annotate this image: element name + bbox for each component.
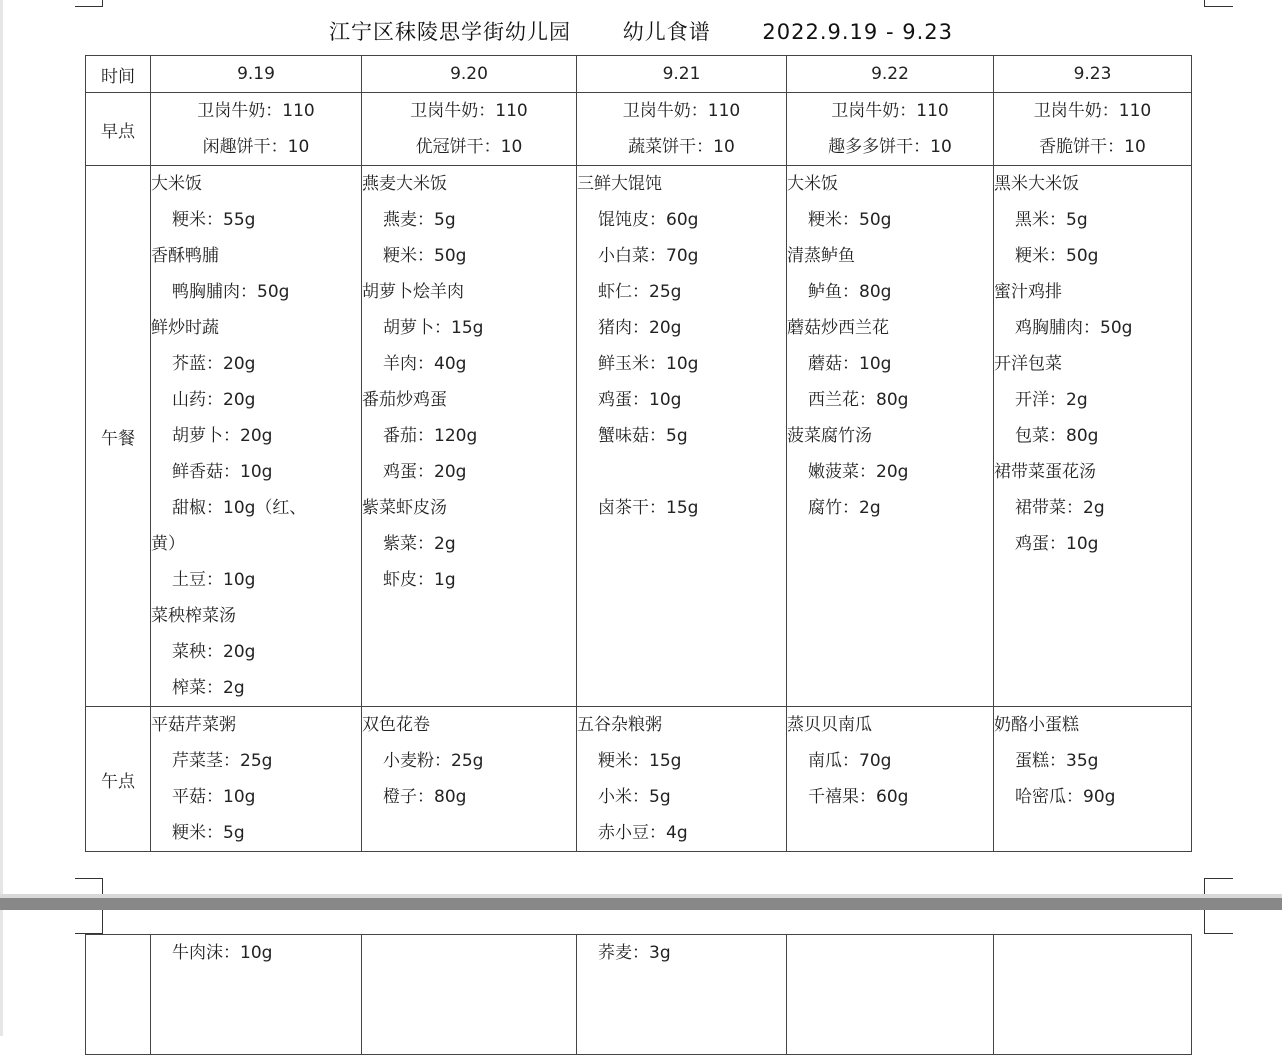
- ingredient-line: 包菜：80g: [1015, 426, 1099, 446]
- dish-name: 蘑菇炒西兰花: [787, 318, 889, 338]
- ingredient-line: 芹菜茎：25g: [172, 751, 273, 771]
- ingredient-line: 鸭胸脯肉：50g: [172, 282, 290, 302]
- ingredient-line: 虾仁：25g: [598, 282, 682, 302]
- menu-table: [85, 55, 1192, 852]
- document-name: 幼儿食谱: [622, 20, 711, 44]
- ingredient-line: 鸡蛋：20g: [383, 462, 467, 482]
- dish-name: 蒸贝贝南瓜: [787, 715, 872, 735]
- snack-cell: [994, 707, 1192, 852]
- ingredient-line: 赤小豆：4g: [598, 823, 688, 843]
- dish-name: 菜秧榨菜汤: [151, 606, 236, 626]
- dish-name: 大米饭: [787, 174, 838, 194]
- breakfast-item: 卫岗牛奶：110: [831, 101, 949, 121]
- dish-name: 清蒸鲈鱼: [787, 246, 855, 266]
- ingredient-line: 甜椒：10g（红、: [172, 498, 307, 518]
- dish-name: 裙带菜蛋花汤: [994, 462, 1096, 482]
- breakfast-item: 蔬菜饼干：10: [628, 137, 735, 157]
- dish-name: 胡萝卜烩羊肉: [362, 282, 464, 302]
- ingredient-line: 蟹味菇：5g: [598, 426, 688, 446]
- continuation-cell: [994, 935, 1192, 1055]
- ingredient-line: 鲜香菇：10g: [172, 462, 273, 482]
- page-edge: [0, 0, 3, 1036]
- breakfast-item: 卫岗牛奶：110: [622, 101, 741, 121]
- day-header: 9.22: [787, 56, 994, 93]
- ingredient-line: 胡萝卜：15g: [383, 318, 484, 338]
- ingredient-line: 菜秧：20g: [172, 642, 256, 662]
- snack-cell: [787, 707, 994, 852]
- snack-label: 午点: [86, 707, 151, 852]
- continuation-row: [86, 935, 1192, 1055]
- ingredient-line: 鸡蛋：10g: [1015, 534, 1099, 554]
- breakfast-label: 早点: [86, 93, 151, 166]
- breakfast-item: 香脆饼干：10: [1039, 137, 1146, 157]
- dish-name: 五谷杂粮粥: [577, 715, 662, 735]
- continuation-cell: [151, 935, 362, 1055]
- continuation-cell: [362, 935, 577, 1055]
- ingredient-line: 粳米：5g: [172, 823, 245, 843]
- ingredient-line: 粳米：50g: [383, 246, 467, 266]
- ingredient-line: 土豆：10g: [172, 570, 256, 590]
- ingredient-line: 荞麦：3g: [598, 943, 671, 963]
- ingredient-line: 虾皮：1g: [383, 570, 456, 590]
- lunch-cell: [362, 166, 577, 707]
- snack-cell: [362, 707, 577, 852]
- ingredient-line: 小白菜：70g: [598, 246, 699, 266]
- breakfast-item: 卫岗牛奶：110: [1033, 101, 1152, 121]
- ingredient-line: 平菇：10g: [172, 787, 256, 807]
- day-header: 9.20: [362, 56, 577, 93]
- ingredient-line: 芥蓝：20g: [172, 354, 256, 374]
- ingredient-line: 榨菜：2g: [172, 678, 245, 698]
- ingredient-line: 鲜玉米：10g: [598, 354, 699, 374]
- ingredient-line: 卤茶干：15g: [598, 498, 699, 518]
- continuation-empty: [86, 935, 151, 1055]
- dish-name: 黑米大米饭: [994, 174, 1079, 194]
- continuation-cell: [787, 935, 994, 1055]
- dish-name: 蜜汁鸡排: [994, 282, 1062, 302]
- breakfast-item: 闲趣饼干：10: [202, 137, 310, 157]
- continuation-cell: [577, 935, 787, 1055]
- snack-row: [86, 707, 1192, 852]
- lunch-label: 午餐: [86, 166, 151, 707]
- ingredient-line: 猪肉：20g: [598, 318, 682, 338]
- ingredient-line: 南瓜：70g: [808, 751, 892, 771]
- header-row: [86, 56, 1192, 93]
- dish-name: 鲜炒时蔬: [151, 318, 219, 338]
- dish-name: 大米饭: [151, 174, 202, 194]
- ingredient-line: 紫菜：2g: [383, 534, 456, 554]
- ingredient-line: 裙带菜：2g: [1015, 498, 1105, 518]
- dish-name: 燕麦大米饭: [362, 174, 447, 194]
- dish-name: 双色花卷: [362, 715, 430, 735]
- ingredient-line: 千禧果：60g: [808, 787, 909, 807]
- lunch-row: [86, 166, 1192, 707]
- ingredient-line: 山药：20g: [172, 390, 256, 410]
- ingredient-line: 橙子：80g: [383, 787, 467, 807]
- breakfast-row: [86, 93, 1192, 166]
- ingredient-line: 鲈鱼：80g: [808, 282, 892, 302]
- ingredient-line: 粳米：15g: [598, 751, 682, 771]
- school-name: 江宁区秣陵思学街幼儿园: [329, 20, 572, 44]
- ingredient-line: 西兰花：80g: [808, 390, 909, 410]
- crop-mark-top-left: [75, 0, 103, 7]
- ingredient-line: 粳米：50g: [808, 210, 892, 230]
- dish-name: 奶酪小蛋糕: [994, 715, 1079, 735]
- page-title: [0, 16, 1282, 46]
- ingredient-line: 胡萝卜：20g: [172, 426, 273, 446]
- ingredient-line: 蛋糕：35g: [1015, 751, 1099, 771]
- ingredient-line: 牛肉沫：10g: [172, 943, 273, 963]
- dish-name: 紫菜虾皮汤: [362, 498, 447, 518]
- ingredient-line: 鸡蛋：10g: [598, 390, 682, 410]
- continuation-table: [85, 934, 1192, 1055]
- breakfast-item: 卫岗牛奶：110: [410, 101, 528, 121]
- date-range: 2022.9.19 - 9.23: [762, 20, 953, 44]
- breakfast-cell: [787, 93, 994, 166]
- ingredient-line: 小米：5g: [598, 787, 671, 807]
- lunch-cell: [787, 166, 994, 707]
- dish-name: 菠菜腐竹汤: [787, 426, 872, 446]
- dish-name: [577, 454, 786, 490]
- breakfast-cell: [362, 93, 577, 166]
- time-header: 时间: [86, 56, 151, 93]
- dish-name: 黄）: [151, 534, 185, 554]
- ingredient-line: 羊肉：40g: [383, 354, 467, 374]
- snack-cell: [151, 707, 362, 852]
- lunch-cell: [994, 166, 1192, 707]
- day-header: 9.23: [994, 56, 1192, 93]
- lunch-cell: [577, 166, 787, 707]
- ingredient-line: 黑米：5g: [1015, 210, 1088, 230]
- dish-name: 开洋包菜: [994, 354, 1062, 374]
- ingredient-line: 粳米：55g: [172, 210, 256, 230]
- ingredient-line: 腐竹：2g: [808, 498, 881, 518]
- dish-name: 番茄炒鸡蛋: [362, 390, 447, 410]
- dish-name: 三鲜大馄饨: [577, 174, 662, 194]
- day-header: 9.19: [151, 56, 362, 93]
- dish-name: 香酥鸭脯: [151, 246, 219, 266]
- lunch-cell: [151, 166, 362, 707]
- snack-cell: [577, 707, 787, 852]
- breakfast-cell: [577, 93, 787, 166]
- breakfast-cell: [151, 93, 362, 166]
- breakfast-item: 卫岗牛奶：110: [197, 101, 315, 121]
- ingredient-line: 开洋：2g: [1015, 390, 1088, 410]
- dish-name: 平菇芹菜粥: [151, 715, 236, 735]
- crop-mark-top-right: [1204, 0, 1233, 7]
- ingredient-line: 番茄：120g: [383, 426, 478, 446]
- ingredient-line: 小麦粉：25g: [383, 751, 484, 771]
- breakfast-cell: [994, 93, 1192, 166]
- ingredient-line: 粳米：50g: [1015, 246, 1099, 266]
- breakfast-item: 优冠饼干：10: [415, 137, 523, 157]
- ingredient-line: 哈密瓜：90g: [1015, 787, 1116, 807]
- page-break: [0, 898, 1282, 910]
- day-header: 9.21: [577, 56, 787, 93]
- ingredient-line: 馄饨皮：60g: [598, 210, 699, 230]
- ingredient-line: 鸡胸脯肉：50g: [1015, 318, 1133, 338]
- ingredient-line: 蘑菇：10g: [808, 354, 892, 374]
- breakfast-item: 趣多多饼干：10: [828, 137, 952, 157]
- ingredient-line: 嫩菠菜：20g: [808, 462, 909, 482]
- ingredient-line: 燕麦：5g: [383, 210, 456, 230]
